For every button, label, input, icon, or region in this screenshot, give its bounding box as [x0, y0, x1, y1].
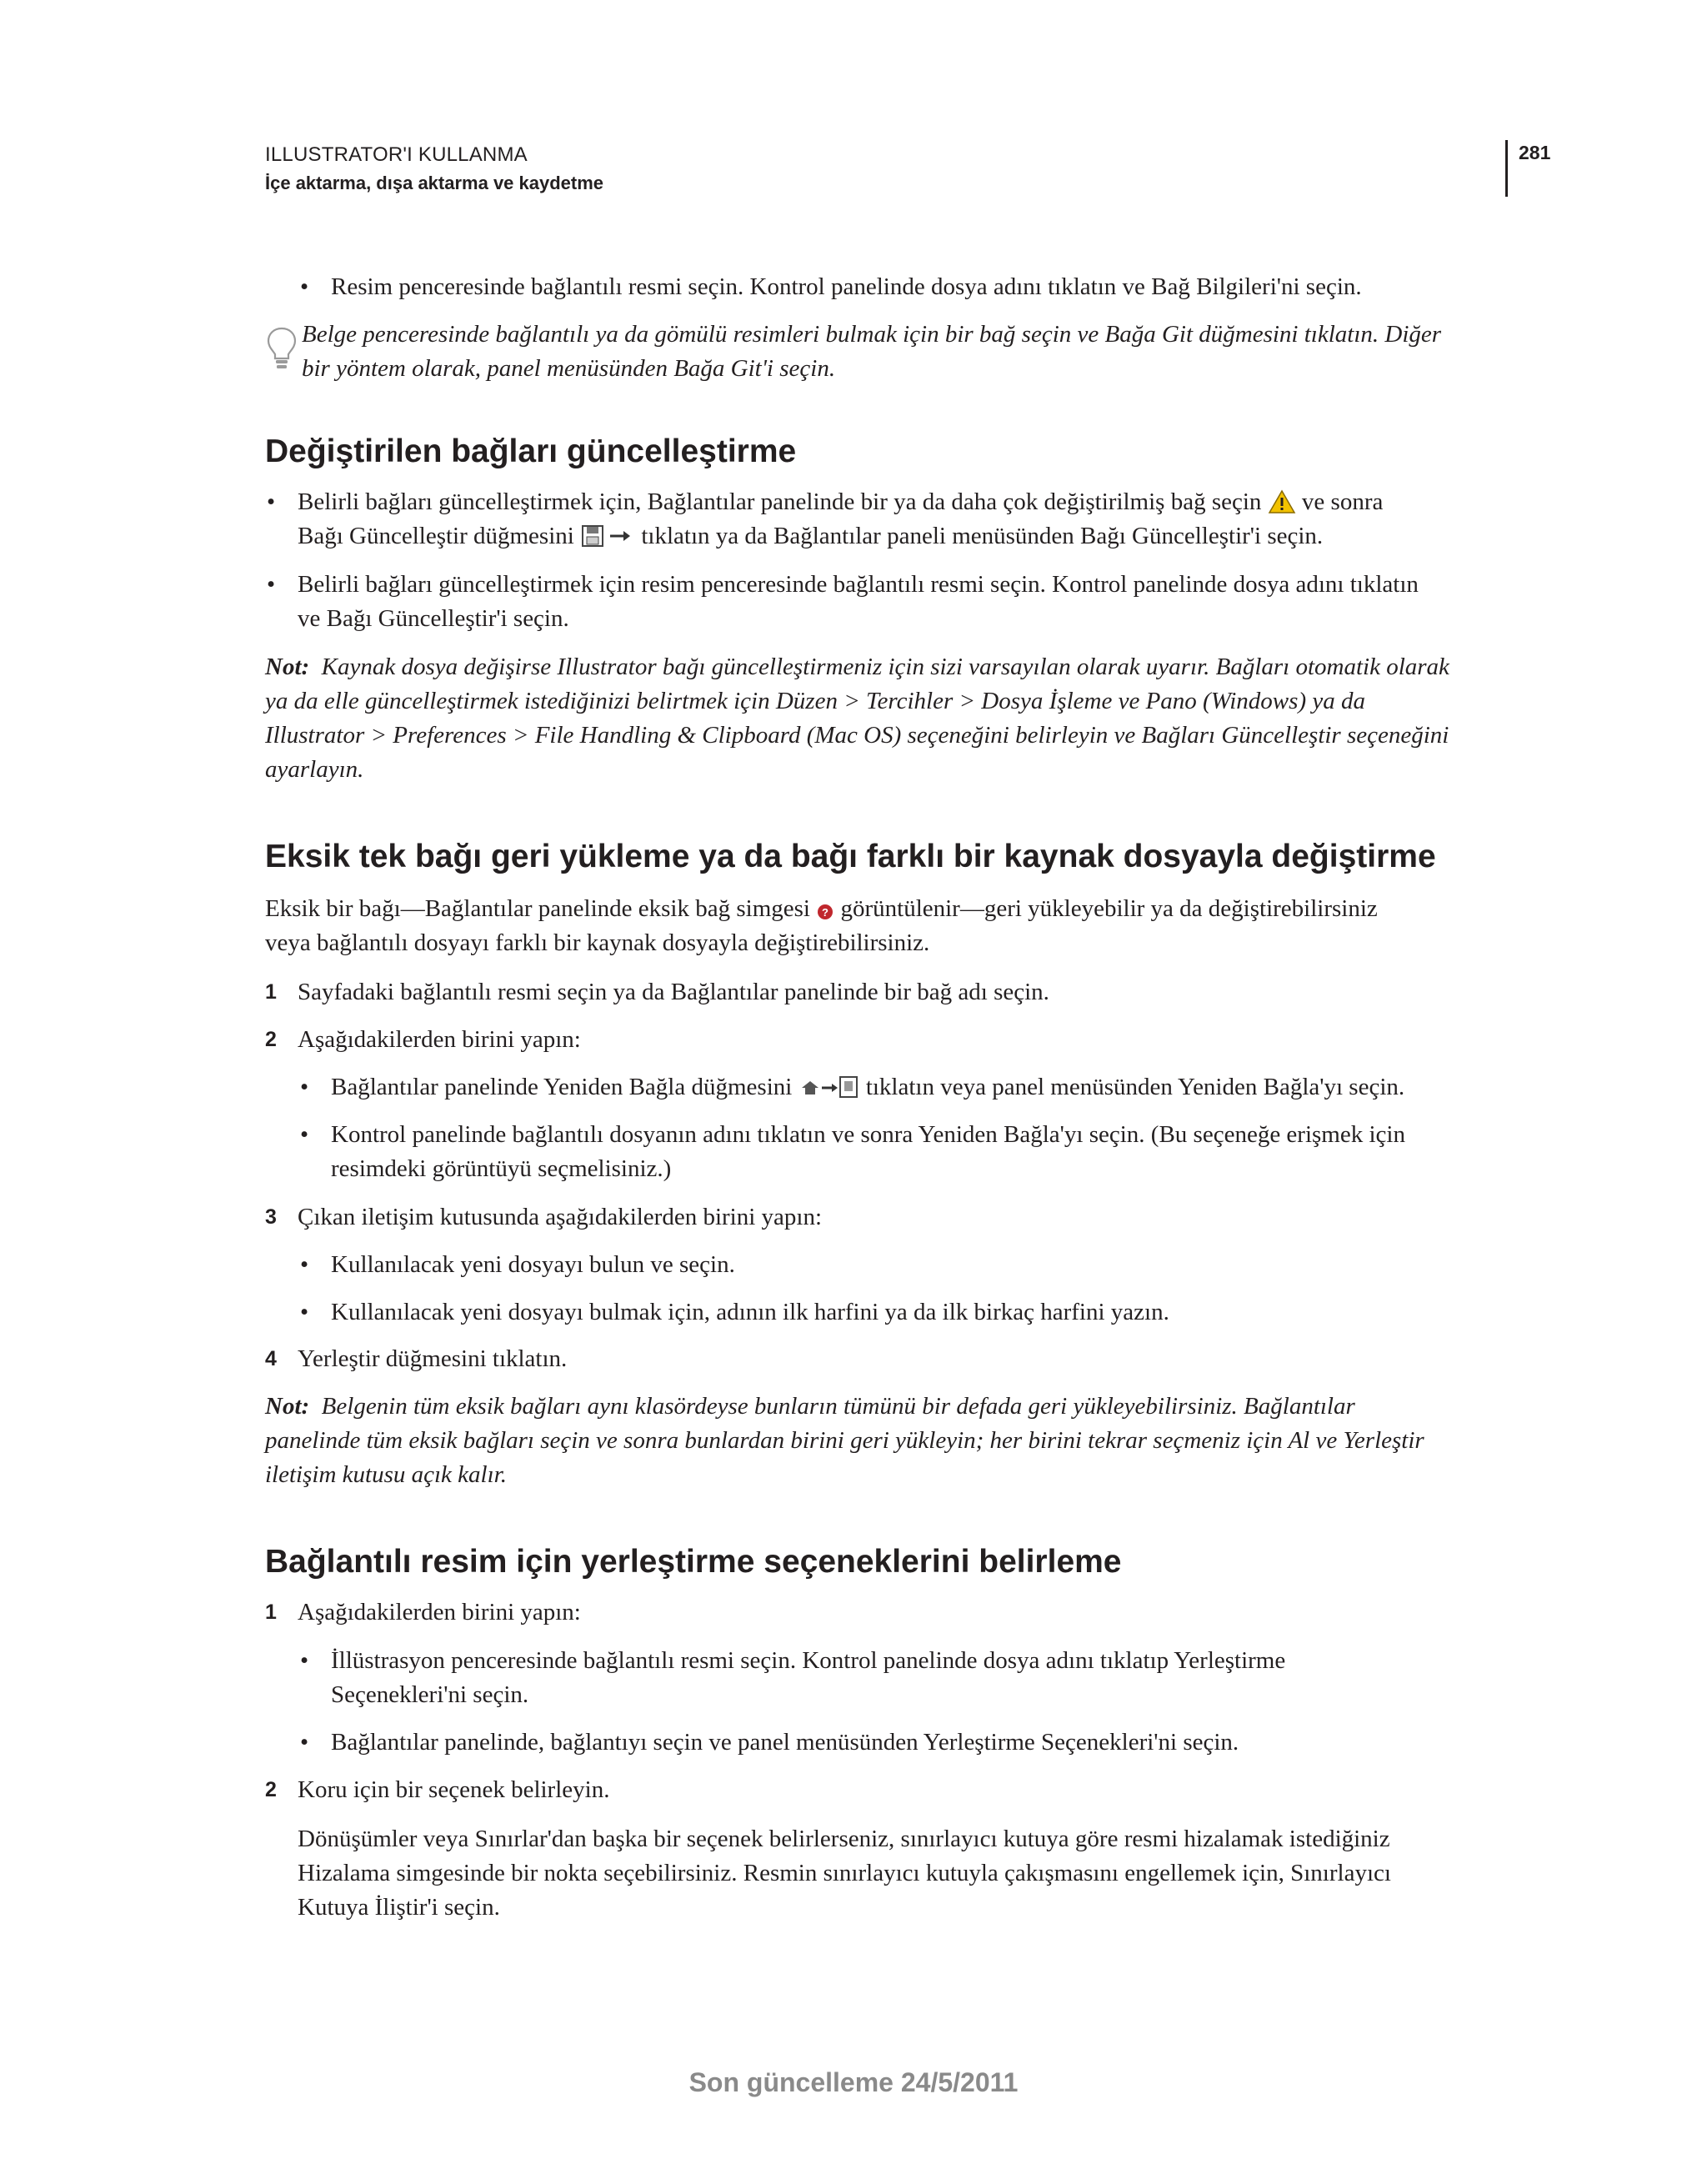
relink-icon — [798, 1074, 860, 1110]
s3-step1-bullet2: Bağlantılar panelinde, bağlantıyı seçin ve panel menüsünden Yerleştirme Seçenekleri'ni seçin. — [331, 1729, 1239, 1756]
bullet-marker: • — [300, 1729, 309, 1756]
s3-step1-bullet1-line1: İllüstrasyon penceresinde bağlantılı resmi seçin. Kontrol panelinde dosya adını tıklatıp Yerleştirme — [331, 1647, 1286, 1674]
s2-note-line1: Not: Belgenin tüm eksik bağları aynı klasördeyse bunların tümünü bir defada geri yükleyebilirsiniz. Bağlantılar — [265, 1393, 1355, 1420]
section-heading-placement-options: Bağlantılı resim için yerleştirme seçeneklerini belirleme — [265, 1544, 1122, 1580]
s3-step2: Koru için bir seçenek belirleyin. — [298, 1776, 610, 1803]
s3-step1: Aşağıdakilerden birini yapın: — [298, 1599, 581, 1625]
bullet-marker: • — [300, 1121, 309, 1148]
s2-note-line2: panelinde tüm eksik bağları seçin ve sonra bunlardan birini geri yükleyin; her birini tekrar seçmeniz için Al ve Yerleştir — [265, 1427, 1424, 1454]
s2-step2-bullet2-line2: resimdeki görüntüyü seçmelisiniz.) — [331, 1155, 672, 1182]
bullet-marker: • — [300, 1074, 309, 1100]
s1-note-line1: Not: Kaynak dosya değişirse Illustrator bağı güncelleştirmeniz için sizi varsayılan olarak uyarır. Bağları otomatik olarak — [265, 654, 1449, 680]
update-link-icon — [580, 523, 635, 559]
page-number: 281 — [1519, 142, 1551, 163]
s2-step3: Çıkan iletişim kutusunda aşağıdakilerden birini yapın: — [298, 1204, 823, 1230]
step-number: 4 — [265, 1347, 277, 1370]
s1-bullet2-line2: ve Bağı Güncelleştir'i seçin. — [298, 605, 569, 632]
section-heading-restore-link: Eksik tek bağı geri yükleme ya da bağı farklı bir kaynak dosyayla değiştirme — [265, 839, 1436, 874]
s3-para-line3: Kutuya İliştir'i seçin. — [298, 1894, 500, 1921]
bullet-marker: • — [267, 571, 276, 598]
step-number: 2 — [265, 1778, 277, 1801]
s2-intro-line1: Eksik bir bağı—Bağlantılar panelinde eksik bağ simgesi ? görüntülenir—geri yükleyebilir ya da değiştirebilirsiniz — [265, 892, 1378, 931]
step-number: 3 — [265, 1205, 277, 1229]
s3-para-line2: Hizalama simgesinde bir nokta seçebilirsiniz. Resmin sınırlayıcı kutuyla çakışmasını engellemek için, Sınırlayıcı — [298, 1860, 1391, 1886]
s1-bullet1-line1: Belirli bağları güncelleştirmek için, Bağlantılar panelinde bir ya da daha çok değiştirilmiş bağ seçin ve sonra — [298, 485, 1383, 524]
step-number: 2 — [265, 1028, 277, 1051]
s3-step1-bullet1-line2: Seçenekleri'ni seçin. — [331, 1681, 529, 1708]
svg-text:?: ? — [822, 906, 829, 919]
s2-intro-line2: veya bağlantılı dosyayı farklı bir kaynak dosyayla değiştirebilirsiniz. — [265, 929, 930, 956]
s2-step3-bullet2: Kullanılacak yeni dosyayı bulmak için, adının ilk harfini ya da ilk birkaç harfini yazın. — [331, 1299, 1169, 1325]
step-number: 1 — [265, 980, 277, 1004]
s3-para-line1: Dönüşümler veya Sınırlar'dan başka bir seçenek belirlerseniz, sınırlayıcı kutuya göre resmi hizalamak istediğiniz — [298, 1826, 1390, 1852]
bullet-marker: • — [300, 1299, 309, 1325]
bullet-marker: • — [300, 1647, 309, 1674]
s2-step4: Yerleştir düğmesini tıklatın. — [298, 1345, 568, 1372]
s2-step2: Aşağıdakilerden birini yapın: — [298, 1026, 581, 1053]
note-label: Not: — [265, 654, 310, 680]
s1-note-line2: ya da elle güncelleştirmek istediğinizi belirtmek için Düzen > Tercihler > Dosya İşleme ve Pano (Windows) ya da — [265, 688, 1365, 714]
header-divider — [1505, 140, 1508, 197]
bullet-marker: • — [300, 1251, 309, 1278]
bullet-marker: • — [300, 273, 309, 300]
section-heading-update-links: Değiştirilen bağları güncelleştirme — [265, 433, 797, 469]
s2-step2-bullet1: Bağlantılar panelinde Yeniden Bağla düğmesini tıklatın veya panel menüsünden Yeniden Bağla'yı seçin. — [331, 1070, 1404, 1110]
intro-bullet-text: Resim penceresinde bağlantılı resmi seçin. Kontrol panelinde dosya adını tıklatın ve Bağ Bilgileri'ni seçin. — [331, 273, 1362, 300]
s1-note-line3: Illustrator > Preferences > File Handling & Clipboard (Mac OS) seçeneğini belirleyin ve Bağları Güncelleştir seçeneğini — [265, 722, 1449, 749]
step-number: 1 — [265, 1600, 277, 1624]
lightbulb-icon — [265, 325, 298, 372]
s2-note-line3: iletişim kutusu açık kalır. — [265, 1461, 507, 1488]
s2-step1: Sayfadaki bağlantılı resmi seçin ya da Bağlantılar panelinde bir bağ adı seçin. — [298, 979, 1049, 1005]
tip-line-1: Belge penceresinde bağlantılı ya da gömülü resimleri bulmak için bir bağ seçin ve Bağa Git düğmesini tıklatın. Diğer — [302, 321, 1442, 348]
running-header-subtitle: İçe aktarma, dışa aktarma ve kaydetme — [265, 173, 604, 193]
running-header-title: ILLUSTRATOR'I KULLANMA — [265, 143, 528, 166]
s1-note-line4: ayarlayın. — [265, 756, 364, 783]
footer-last-updated: Son güncelleme 24/5/2011 — [688, 2067, 1019, 2097]
s1-bullet2-line1: Belirli bağları güncelleştirmek için resim penceresinde bağlantılı resmi seçin. Kontrol panelinde dosya adını tıklatın — [298, 571, 1419, 598]
s2-step2-bullet2-line1: Kontrol panelinde bağlantılı dosyanın adını tıklatın ve sonra Yeniden Bağla'yı seçin. (Bu seçeneğe erişmek için — [331, 1121, 1405, 1148]
s2-step3-bullet1: Kullanılacak yeni dosyayı bulun ve seçin. — [331, 1251, 735, 1278]
bullet-marker: • — [267, 488, 276, 515]
tip-line-2: bir yöntem olarak, panel menüsünden Bağa Git'i seçin. — [302, 355, 836, 382]
s1-bullet1-line2: Bağı Güncelleştir düğmesini tıklatın ya da Bağlantılar paneli menüsünden Bağı Güncelleştir'i seçin. — [298, 519, 1323, 559]
note-label: Not: — [265, 1393, 310, 1420]
